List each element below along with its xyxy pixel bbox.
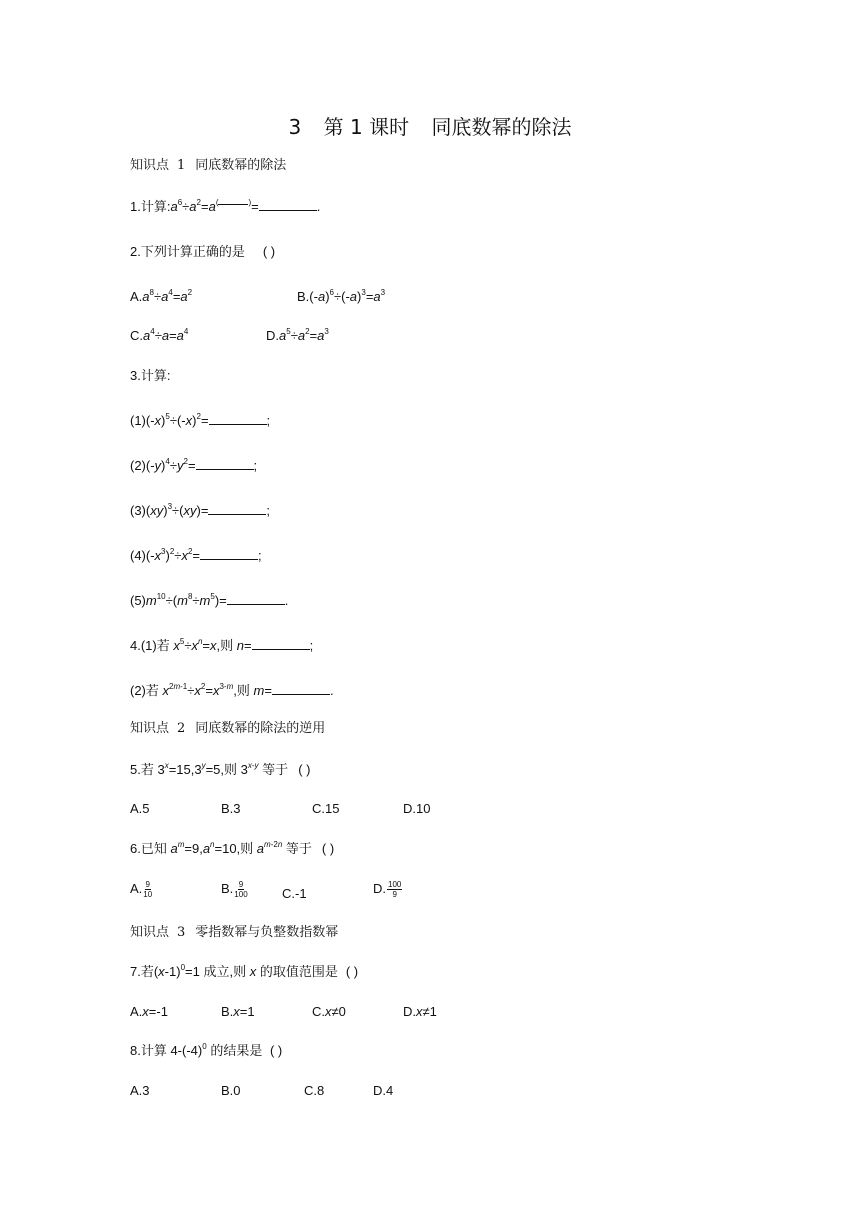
question-3-part-5: $(5)m^{10}\div(m^8\div m^5)=$ . — [130, 592, 289, 608]
answer-blank[interactable] — [252, 638, 310, 650]
option-b[interactable]: B.x=1 — [221, 1004, 255, 1019]
question-3-part-3: (3)(xy)$^3$÷(xy)= ; — [130, 502, 271, 518]
option-c[interactable]: C.8 — [304, 1083, 325, 1098]
question-2: 2.下列计算正确的是 ( ) — [130, 244, 276, 259]
option-a[interactable]: $A.a^8\div a^4=a^2$ — [130, 288, 193, 304]
question-1: 1.计算$:a^6\div a^2=a^{( )}=$ . — [130, 198, 321, 214]
question-3-part-1: $(1)(-x)^5\div(-x)^2=$ ; — [130, 412, 271, 428]
answer-blank[interactable] — [208, 503, 266, 515]
option-d[interactable]: D.10 — [403, 801, 431, 816]
option-a[interactable]: A. $\frac{9}{10}$ — [130, 880, 153, 899]
question-8: 8.计算 $4-(-4)^0$ 的结果是 ( ) — [130, 1042, 283, 1058]
option-d[interactable]: D. $\frac{100}{9}$ — [373, 880, 402, 899]
answer-blank[interactable] — [209, 413, 267, 425]
option-b[interactable]: B.3 — [221, 801, 241, 816]
section-2-heading: 知识点 2 同底数幂的除法的逆用 — [130, 721, 326, 736]
option-d[interactable]: D.x≠1 — [403, 1004, 437, 1019]
option-a[interactable]: A.3 — [130, 1083, 150, 1098]
question-3: 3.计算: — [130, 368, 171, 383]
option-b[interactable]: B.0 — [221, 1083, 241, 1098]
option-c[interactable]: C.-1 — [282, 886, 307, 901]
option-a[interactable]: A.5 — [130, 801, 150, 816]
option-a[interactable]: A.x=-1 — [130, 1004, 168, 1019]
answer-blank[interactable] — [259, 199, 317, 211]
answer-blank[interactable] — [200, 548, 258, 560]
title-topic: 同底数幂的除法 — [431, 115, 572, 139]
question-3-part-2: $(2)(-y)^4\div y^2=$ ; — [130, 457, 258, 473]
section-3-heading: 知识点 3 零指数幂与负整数指数幂 — [130, 925, 339, 940]
question-6: 6.已知 $a^m=9,a^n=10$,则 $a^{m-2n}$ 等于 ( ) — [130, 840, 335, 856]
page-title — [0, 114, 860, 140]
question-3-part-4: $(4)(-x^3)^2\div x^2=$ ; — [130, 547, 262, 563]
question-4-part-2: (2)若 $x^{2m-1}\div x^2=x^{3-m}$,则 m= . — [130, 682, 334, 698]
option-b[interactable]: $B.(-a)^6\div(-a)^3=a^3$ — [297, 288, 386, 304]
title-lesson: 第 1 课时 — [323, 115, 410, 139]
option-b[interactable]: B. $\frac{9}{100}$ — [221, 880, 248, 899]
answer-blank[interactable] — [227, 593, 285, 605]
answer-blank[interactable] — [196, 458, 254, 470]
question-7: 7.若$(x-1)^0=1$ 成立,则 x 的取值范围是 ( ) — [130, 963, 359, 979]
section-1-heading: 知识点 1 同底数幂的除法 — [130, 158, 287, 173]
answer-blank[interactable] — [272, 683, 330, 695]
title-number: 3 — [288, 115, 302, 139]
question-4-part-1: 4.(1)若 $x^5\div x^n=x$,则 n= ; — [130, 637, 314, 653]
option-c[interactable]: C.15 — [312, 801, 340, 816]
option-c[interactable]: C.x≠0 — [312, 1004, 346, 1019]
option-d[interactable]: D.4 — [373, 1083, 394, 1098]
option-d[interactable]: $D.a^5\div a^2=a^3$ — [266, 327, 329, 343]
option-c[interactable]: $C.a^4\div a=a^4$ — [130, 327, 189, 343]
question-5: 5.若 $3^x=15,3^y=5$,则 3$^{x-y}$ 等于 ( ) — [130, 761, 311, 777]
